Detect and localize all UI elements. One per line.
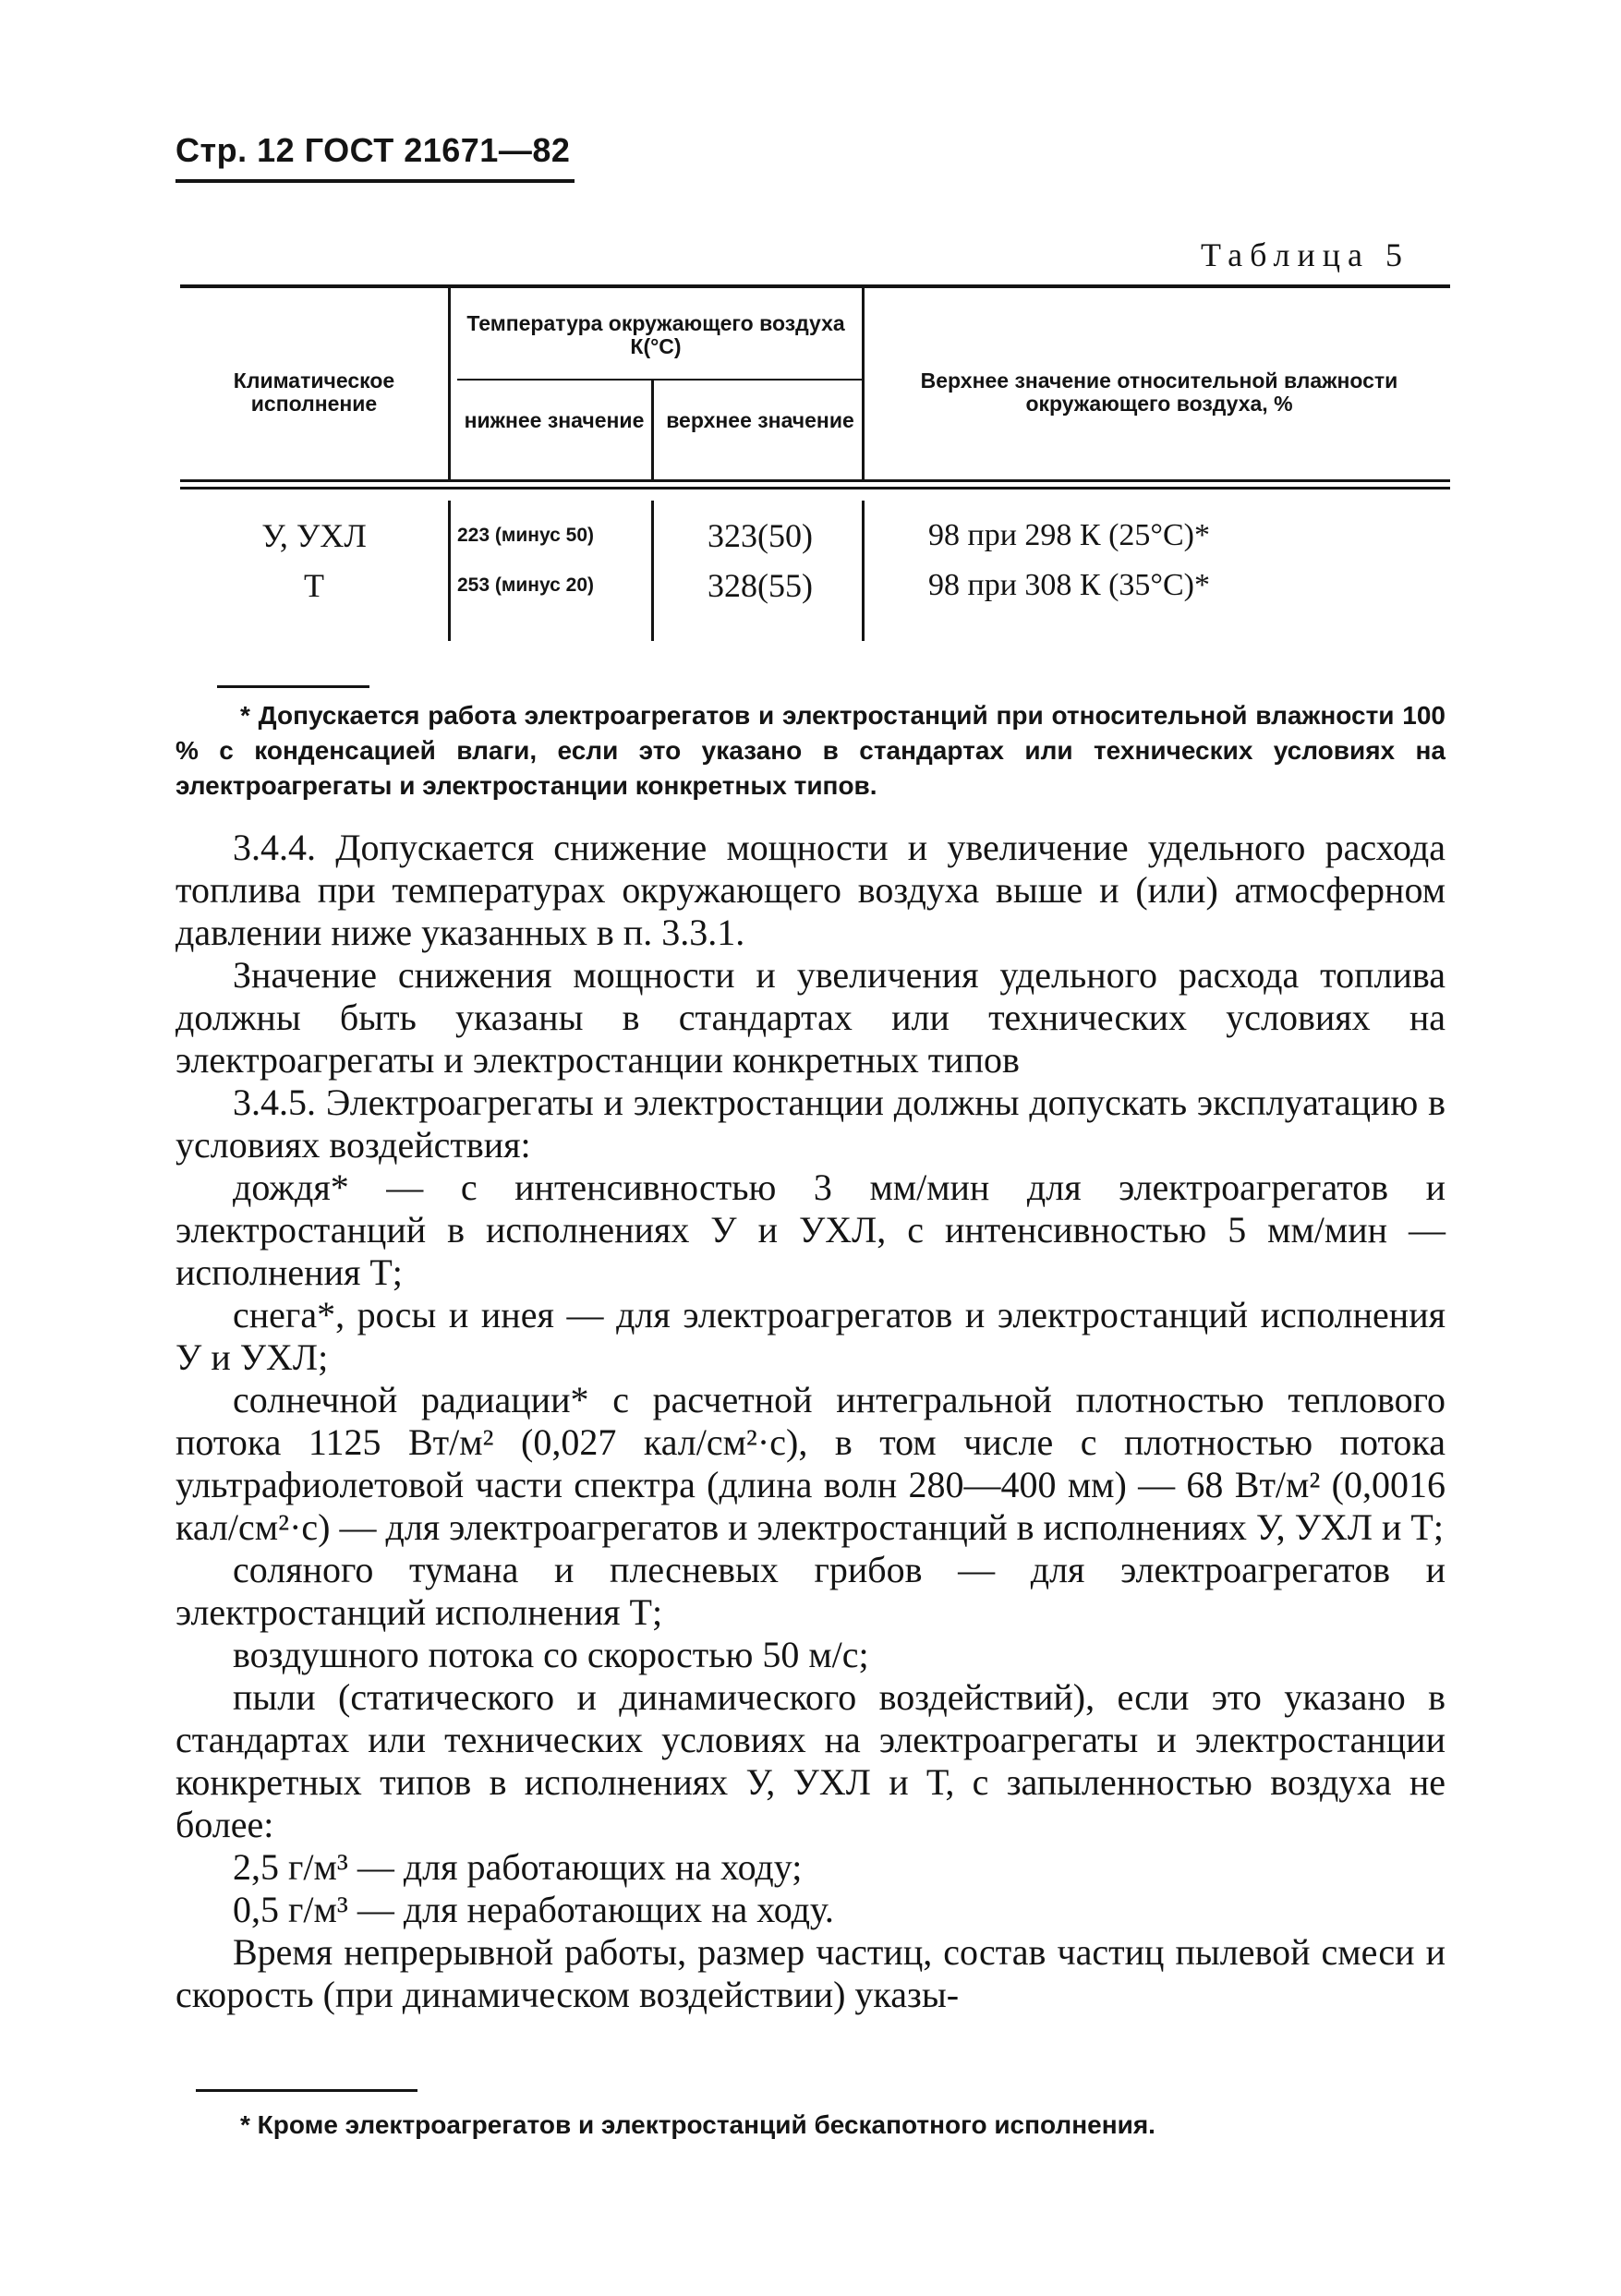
- item-dust-working: 2,5 г/м³ — для работающих на ходу;: [233, 1846, 803, 1888]
- header-climatic-execution: Климатическое исполнение: [233, 369, 395, 416]
- item-snow: снега*, росы и инея — для электроагрегатов и электростанций исполнения У и УХЛ;: [175, 1294, 1446, 1378]
- header-humidity: Верхнее значение относительной влажности окружающего воздуха, %: [920, 369, 1398, 416]
- bottom-footnote-rule: [196, 2089, 417, 2092]
- paragraph-continuous-operation: Время непрерывной работы, размер частиц, состав частиц пылевой смеси и скорость (при динамическом воздействии) указы-: [175, 1931, 1446, 2015]
- header-divider-3: [862, 288, 865, 479]
- body-text: [175, 827, 1446, 2016]
- cell-lower-2: 253 (минус 20): [457, 574, 595, 596]
- body-divider-2: [651, 501, 654, 641]
- table-footnote: * Допускается работа электроагрегатов и электростанций при относительной влажности 100 % с конденсацией влаги, если это указано в стандартах или технических условиях на электроагрегаты и электростанции конкретных типов.: [175, 701, 1446, 800]
- header-double-rule-1: [180, 479, 1450, 482]
- header-divider-1: [448, 288, 451, 479]
- header-divider-2: [651, 381, 654, 479]
- header-rule: [175, 179, 575, 183]
- cell-humidity-2: 98 при 308 К (35°С)*: [928, 568, 1210, 602]
- paragraph-3-4-4: 3.4.4. Допускается снижение мощности и увеличение удельного расхода топлива при температурах окружающего воздуха выше и (или) атмосферном давлении ниже указанных в п. 3.3.1.: [175, 827, 1446, 953]
- item-rain: дождя* — с интенсивностью 3 мм/мин для электроагрегатов и электростанций в исполнениях У и УХЛ, с интенсивностью 5 мм/мин — исполнения Т;: [175, 1166, 1446, 1293]
- item-salt-fog: соляного тумана и плесневых грибов — для электроагрегатов и электростанций исполнения Т;: [175, 1549, 1446, 1633]
- table-footnote-rule: [217, 685, 369, 688]
- page-header: [175, 131, 570, 170]
- paragraph-3-4-5: 3.4.5. Электроагрегаты и электростанции должны допускать эксплуатацию в условиях воздействия:: [175, 1082, 1446, 1166]
- header-temperature: Температура окружающего воздуха К(°С): [466, 311, 845, 358]
- item-dust: пыли (статического и динамического воздействий), если это указано в стандартах или технических условиях на электроагрегаты и электростанции конкретных типов в исполнениях У, УХЛ и Т, с запыленностью воздуха не более:: [175, 1676, 1446, 1845]
- header-lower-value: нижнее значение: [464, 408, 645, 432]
- cell-execution-1: У, УХЛ: [261, 517, 367, 554]
- table-caption: Таблица 5: [1201, 236, 1409, 273]
- page-number: Стр. 12: [175, 131, 296, 169]
- cell-upper-2: 328(55): [708, 567, 813, 604]
- cell-lower-1: 223 (минус 50): [457, 525, 595, 546]
- header-upper-value: верхнее значение: [666, 408, 854, 432]
- cell-upper-1: 323(50): [708, 517, 813, 554]
- bottom-footnote: * Кроме электроагрегатов и электростанций бескапотного исполнения.: [240, 2110, 1155, 2139]
- body-divider-3: [862, 501, 865, 641]
- cell-execution-2: Т: [304, 567, 324, 604]
- item-solar-radiation: солнечной радиации* с расчетной интегральной плотностью теплового потока 1125 Вт/м² (0,027 кал/см²·с), в том числе с плотностью потока ультрафиолетовой части спектра (длина волн 280—400 мм) — 68 Вт/м² (0,0016 кал/см²·с) — для электроагрегатов и электростанций в исполнениях У, УХЛ и Т;: [175, 1379, 1446, 1548]
- item-dust-idle: 0,5 г/м³ — для неработающих на ходу.: [233, 1889, 834, 1930]
- cell-humidity-1: 98 при 298 К (25°С)*: [928, 518, 1210, 552]
- header-double-rule-2: [180, 487, 1450, 489]
- temp-subheader-rule: [457, 379, 864, 381]
- paragraph-power-reduction: Значение снижения мощности и увеличения удельного расхода топлива должны быть указаны в стандартах или технических условиях на электроагрегаты и электростанции конкретных типов: [175, 954, 1446, 1081]
- standard-code: ГОСТ 21671—82: [304, 131, 571, 169]
- body-divider-1: [448, 501, 451, 641]
- item-air-flow: воздушного потока со скоростью 50 м/с;: [233, 1634, 869, 1675]
- table-top-rule: [180, 284, 1450, 288]
